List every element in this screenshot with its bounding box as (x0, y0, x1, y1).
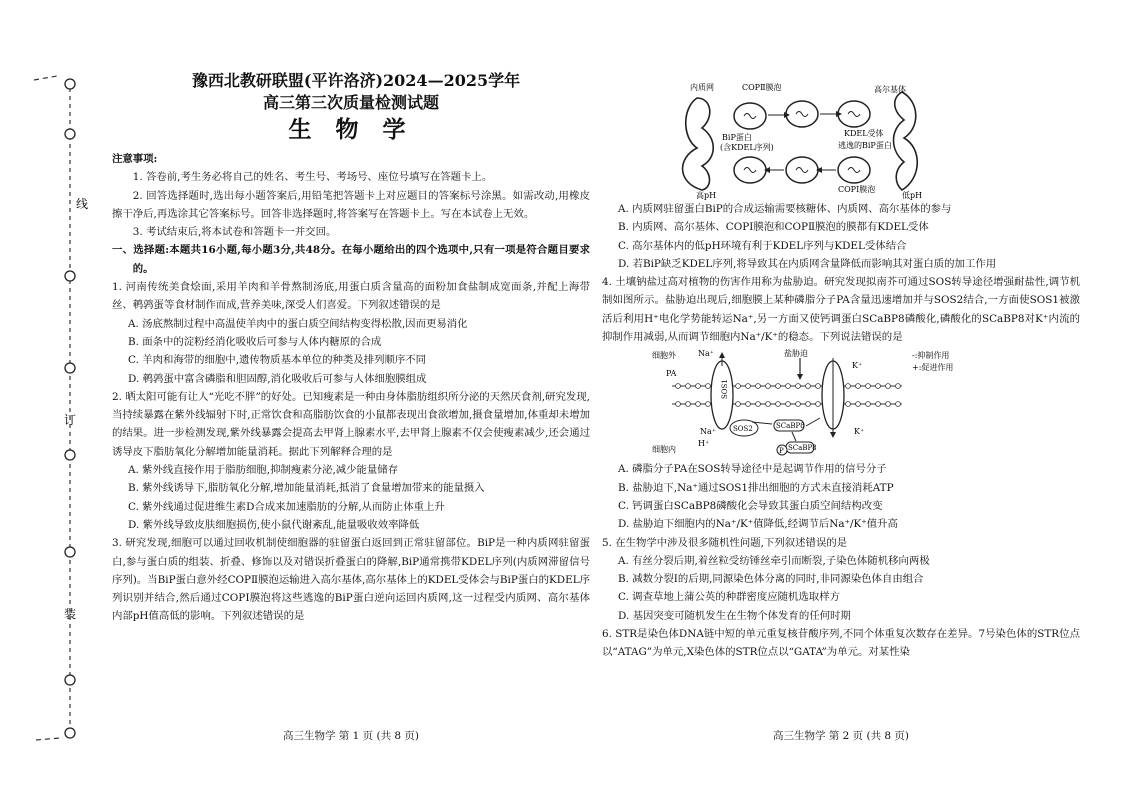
question-3-stem: 3. 研究发现,细胞可以通过回收机制使细胞器的驻留蛋白返回到正常驻留部位。BiP是一种内质网驻留蛋白,参与蛋白质的组装、折叠、修饰以及对错误折叠蛋白的降解,BiP通常携带KDEL序列(内质网滞留信号序列)。当BiP蛋白意外经COPⅡ膜泡运输进入高尔基体,高尔基体上的KDEL受体会与BiP蛋白的KDEL序列识别并结合,然后通过COPⅠ膜泡将这些逃逸的BiP蛋白逆向运回内质网,这一过程受内质网、高尔基体内部pH值高低的影响。下列叙述错误的是 (112, 537, 590, 623)
label-inside: 细胞内 (652, 445, 676, 455)
question-5-option-a: A. 有丝分裂后期,着丝粒受纺锤丝牵引而断裂,子染色体随机移向两极 (618, 554, 930, 567)
label-na-out: Na⁺ (698, 349, 714, 359)
section-heading: 一、选择题:本题共16小题,每小题3分,共48分。在每小题给出的四个选项中,只有一项是符合题目要求的。 (112, 244, 590, 275)
label-scabp8-p: SCaBP8 (788, 444, 817, 453)
binding-char-2: 订 (64, 413, 77, 427)
label-h: H⁺ (698, 439, 710, 449)
question-4-option-d: D. 盐胁迫下细胞内的Na⁺/K⁺值降低,经调节后Na⁺/K⁺值升高 (618, 518, 898, 531)
binding-margin (0, 0, 95, 794)
label-golgi: 高尔基体 (874, 85, 906, 94)
label-sos2: SOS2 (733, 425, 753, 434)
exam-title: 豫西北教研联盟(平许洛济)2024—2025学年 (191, 71, 521, 90)
question-2-stem: 2. 晒太阳可能有让人“光吃不胖”的好处。已知瘦素是一种由身体脂肪组织所分泌的天然厌食剂,研究发现,当持续暴露在紫外线辐射下时,正常饮食和高脂肪饮食的小鼠都表现出食欲增加,摄食量增加,体重却未增加的结果。进一步检测发现,紫外线暴露会提高去甲肾上腺素水平,去甲肾上腺素不仅会使瘦素减少,还会通过诱导皮下脂肪氧化分解增加能量消耗。据此下列解释合理的是 (112, 390, 590, 458)
notice-heading: 注意事项: (112, 153, 158, 165)
question-2-option-b: B. 紫外线诱导下,脂肪氧化分解,增加能量消耗,抵消了食量增加带来的能量摄入 (128, 482, 485, 495)
question-1-option-a: A. 汤底熬制过程中高温使羊肉中的蛋白质空间结构变得松散,因而更易消化 (128, 317, 468, 330)
label-k-in: K⁺ (854, 427, 865, 437)
sos-diagram (602, 346, 1080, 460)
question-4-option-a: A. 磷脂分子PA在SOS转导途径中是起调节作用的信号分子 (618, 463, 887, 476)
legend-promote: +:促进作用 (912, 363, 954, 373)
label-copii: COPⅡ膜泡 (742, 83, 782, 92)
sos-pathway-figure (602, 346, 1080, 460)
label-pa: PA (666, 369, 677, 379)
question-2-option-c: C. 紫外线通过促进维生素D合成来加速脂肪的分解,从而防止体重上升 (128, 500, 445, 513)
question-5-option-d: D. 基因突变可随机发生在生物个体发育的任何时期 (618, 609, 851, 622)
page-2-footer: 高三生物学 第 2 页 (共 8 页) (772, 730, 910, 742)
page-2 (602, 78, 1080, 662)
label-sos1: SOS1 (721, 379, 729, 400)
label-kdel-seq: (含KDEL序列) (720, 143, 774, 152)
question-5-stem: 5. 在生物学中涉及很多随机性问题,下列叙述错误的是 (602, 536, 848, 549)
question-3-option-d: D. 若BiP缺乏KDEL序列,将导致其在内质网含量降低而影响其对蛋白质的加工作用 (618, 257, 997, 270)
label-low-ph: 低pH (902, 191, 923, 200)
question-1-option-d: D. 鹌鹑蛋中富含磷脂和胆固醇,消化吸收后可参与人体细胞膜组成 (128, 372, 427, 385)
vesicle-diagram (602, 78, 1080, 200)
question-3-option-b: B. 内质网、高尔基体、COPⅠ膜泡和COPⅡ膜泡的膜都有KDEL受体 (618, 221, 929, 234)
subject-title: 生 物 学 (288, 116, 414, 143)
question-5-option-b: B. 减数分裂Ⅰ的后期,同源染色体分离的同时,非同源染色体自由组合 (618, 573, 924, 586)
binding-line (0, 0, 95, 794)
label-er: 内质网 (690, 83, 714, 92)
legend-inhibit: -:抑制作用 (912, 351, 950, 361)
label-outside: 细胞外 (652, 351, 676, 361)
notice-item-2: 2. 回答选择题时,选出每小题答案后,用铅笔把答题卡上对应题目的答案标号涂黑。如需改动,用橡皮擦干净后,再选涂其它答案标号。回答非选择题时,将答案写在答题卡上。写在本试卷上无效。 (112, 189, 590, 220)
question-1-option-b: B. 面条中的淀粉经消化吸收后可参与人体内糖原的合成 (128, 335, 382, 348)
label-scabp8: SCaBP8 (776, 422, 805, 431)
label-bip: BiP蛋白 (722, 133, 752, 142)
question-6-stem: 6. STR是染色体DNA链中短的单元重复核苷酸序列,不同个体重复次数存在差异。7号染色体的STR位点以“ATAG”为单元,X染色体的STR位点以“GATA”为单元。对某性染 (602, 628, 1080, 659)
exam-subtitle: 高三第三次质量检测试题 (262, 93, 439, 112)
question-2-option-a: A. 紫外线直接作用于脂肪细胞,抑制瘦素分泌,减少能量储存 (128, 464, 399, 477)
question-5-option-c: C. 调查草地上蒲公英的种群密度应随机选取样方 (618, 591, 840, 604)
binding-char-3: 装 (64, 607, 77, 621)
question-1-stem: 1. 河南传统美食烩面,采用羊肉和羊骨熬制汤底,用蛋白质含量高的面粉加食盐制成宽面条,并配上海带丝、鹌鹑蛋等食材制作而成,营养美味,深受人们喜爱。下列叙述错误的是 (112, 281, 590, 312)
question-2-option-d: D. 紫外线导致皮肤细胞损伤,使小鼠代谢紊乱,能量吸收效率降低 (128, 518, 420, 531)
label-na-in: Na⁺ (700, 427, 716, 437)
notice-item-3: 3. 考试结束后,将本试卷和答题卡一并交回。 (132, 226, 337, 239)
page-1 (112, 70, 590, 626)
question-1-option-c: C. 羊肉和海带的细胞中,遗传物质基本单位的种类及排列顺序不同 (128, 354, 427, 367)
question-4-stem: 4. 土壤钠盐过高对植物的伤害作用称为盐胁迫。研究发现拟南芥可通过SOS转导途径增强耐盐性,调节机制如图所示。盐胁迫出现后,细胞膜上某种磷脂分子PA含量迅速增加并与SOS2结合,一方面使SOS1被激活后利用H⁺电化学势能转运Na⁺,另一方面又使钙调蛋白SCaBP8磷酸化,磷酸化的SCaBP8对K⁺内流的抑制作用减弱,从而调节细胞内Na⁺/K⁺的稳态。下列说法错误的是 (602, 276, 1080, 344)
notice-item-1: 1. 答卷前,考生务必将自己的姓名、考生号、考场号、座位号填写在答题卡上。 (132, 171, 493, 184)
label-escaped-bip: 逃逸的BiP蛋白 (838, 141, 892, 150)
page-1-footer: 高三生物学 第 1 页 (共 8 页) (282, 730, 420, 742)
vesicle-transport-figure (602, 78, 1080, 200)
label-phosphate: P (779, 447, 784, 456)
binding-char-1: 线 (76, 197, 89, 211)
question-3-option-a: A. 内质网驻留蛋白BiP的合成运输需要核糖体、内质网、高尔基体的参与 (618, 203, 952, 215)
label-kdel-receptor: KDEL受体 (844, 129, 884, 138)
question-4-option-c: C. 钙调蛋白SCaBP8磷酸化会导致其蛋白质空间结构改变 (618, 499, 883, 512)
label-copi: COPⅠ膜泡 (838, 185, 876, 194)
label-salt: 盐胁迫 (784, 349, 808, 359)
question-4-option-b: B. 盐胁迫下,Na⁺通过SOS1排出细胞的方式未直接消耗ATP (618, 481, 894, 494)
label-k-out: K⁺ (852, 361, 863, 371)
question-3-option-c: C. 高尔基体内的低pH环境有利于KDEL序列与KDEL受体结合 (618, 239, 907, 252)
label-high-ph: 高pH (696, 191, 717, 200)
